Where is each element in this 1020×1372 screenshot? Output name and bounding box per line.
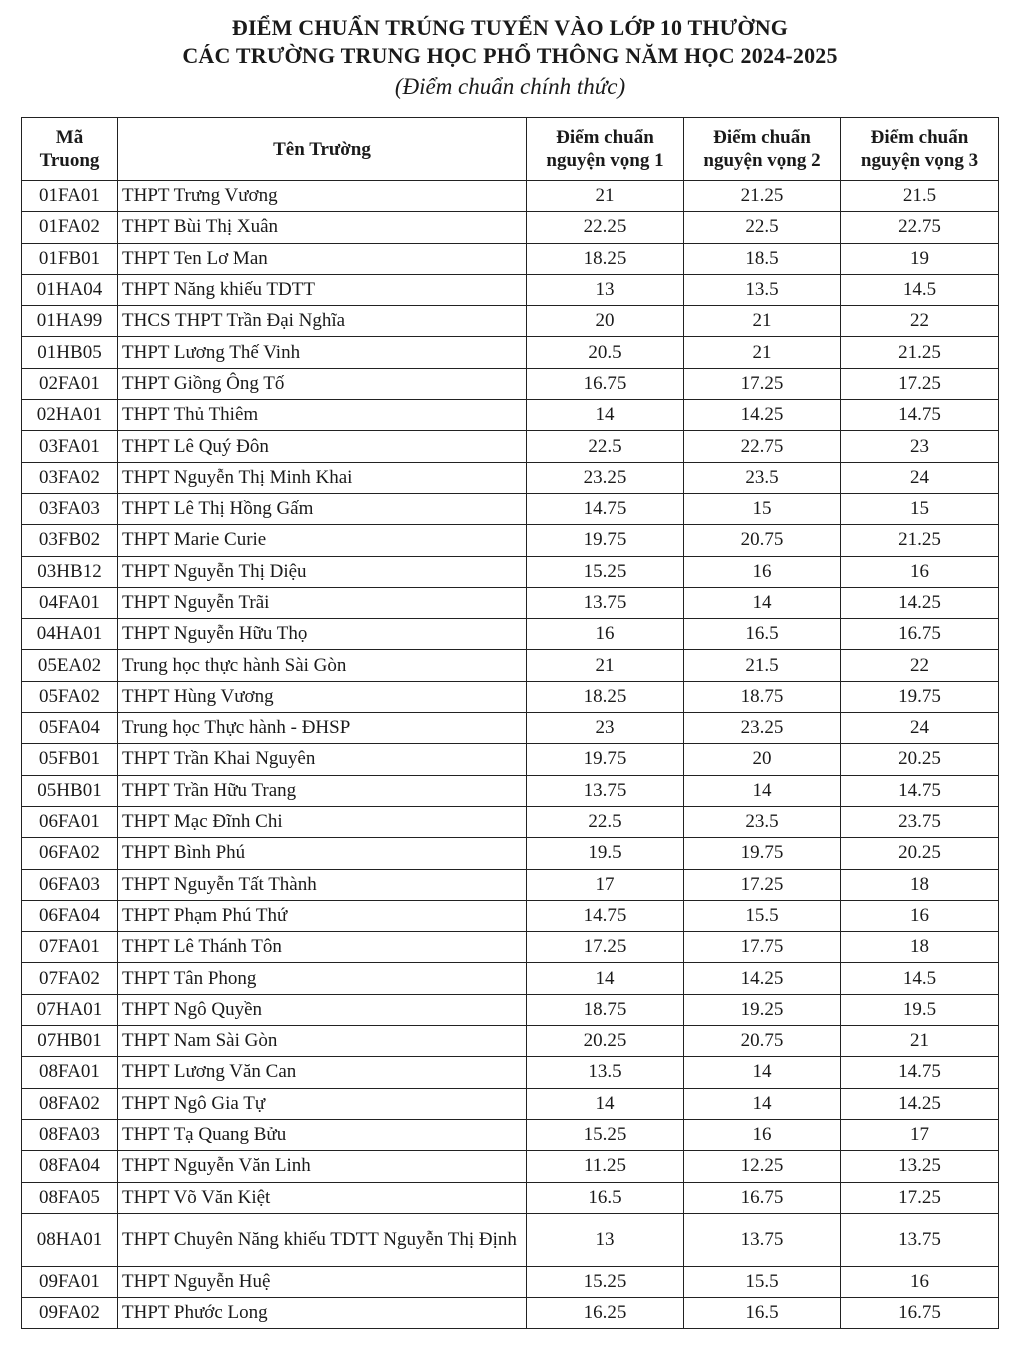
score-nv2-cell: 20.75 (684, 525, 841, 556)
school-code-cell: 07HB01 (22, 1026, 118, 1057)
table-row (22, 306, 999, 337)
score-nv2-cell: 16.5 (684, 619, 841, 650)
score-nv2-cell: 16.5 (684, 1298, 841, 1329)
school-name-cell: THPT Nguyễn Tất Thành (118, 869, 527, 900)
table-row (22, 1057, 999, 1088)
score-nv2-cell: 23.25 (684, 713, 841, 744)
score-nv1-cell: 20.25 (527, 1026, 684, 1057)
score-nv1-cell: 16.5 (527, 1182, 684, 1213)
score-nv3-cell: 14.5 (841, 274, 999, 305)
table-row (22, 400, 999, 431)
school-code-cell: 05FB01 (22, 744, 118, 775)
school-code-cell: 03FA03 (22, 493, 118, 524)
school-code-cell: 01HA04 (22, 274, 118, 305)
school-name-cell: THPT Phạm Phú Thứ (118, 900, 527, 931)
table-row (22, 337, 999, 368)
table-row (22, 1182, 999, 1213)
score-nv1-cell: 22.5 (527, 431, 684, 462)
score-nv2-cell: 19.75 (684, 838, 841, 869)
score-nv3-cell: 21.25 (841, 337, 999, 368)
score-nv1-cell: 13 (527, 274, 684, 305)
table-row (22, 869, 999, 900)
school-name-cell: THPT Tân Phong (118, 963, 527, 994)
score-nv2-cell: 16 (684, 556, 841, 587)
school-code-cell: 07FA02 (22, 963, 118, 994)
score-nv1-cell: 19.75 (527, 744, 684, 775)
document-header (0, 0, 1020, 102)
score-nv1-cell: 22.25 (527, 212, 684, 243)
score-nv1-cell: 13.5 (527, 1057, 684, 1088)
school-name-cell: THPT Nguyễn Văn Linh (118, 1151, 527, 1182)
school-code-cell: 03FB02 (22, 525, 118, 556)
column-header-code-line1: Mã (55, 127, 84, 148)
school-code-cell: 02FA01 (22, 368, 118, 399)
school-code-cell: 05FA02 (22, 681, 118, 712)
score-nv1-cell: 11.25 (527, 1151, 684, 1182)
score-nv1-cell: 15.25 (527, 1266, 684, 1297)
school-name-cell: THPT Thủ Thiêm (118, 400, 527, 431)
school-name-cell: THPT Nguyễn Huệ (118, 1266, 527, 1297)
column-header-nv3-line2: nguyện vọng 3 (860, 150, 979, 171)
column-header-nv1 (527, 118, 684, 181)
score-nv3-cell: 23.75 (841, 806, 999, 837)
score-nv1-cell: 14 (527, 400, 684, 431)
school-code-cell: 01HA99 (22, 306, 118, 337)
table-row (22, 462, 999, 493)
school-name-cell: THPT Ten Lơ Man (118, 243, 527, 274)
school-code-cell: 02HA01 (22, 400, 118, 431)
school-code-cell: 05HB01 (22, 775, 118, 806)
school-code-cell: 08FA05 (22, 1182, 118, 1213)
table-row (22, 1151, 999, 1182)
score-nv3-cell: 21 (841, 1026, 999, 1057)
school-name-cell: THPT Trần Hữu Trang (118, 775, 527, 806)
score-nv2-cell: 17.75 (684, 932, 841, 963)
score-nv3-cell: 16.75 (841, 1298, 999, 1329)
school-name-cell: THPT Năng khiếu TDTT (118, 274, 527, 305)
school-name-cell: THPT Chuyên Năng khiếu TDTT Nguyễn Thị Định (118, 1213, 527, 1266)
school-name-cell: THPT Hùng Vương (118, 681, 527, 712)
table-row (22, 274, 999, 305)
score-nv3-cell: 14.75 (841, 775, 999, 806)
table-row (22, 1298, 999, 1329)
score-nv3-cell: 21.25 (841, 525, 999, 556)
score-nv2-cell: 21 (684, 337, 841, 368)
score-nv3-cell: 19 (841, 243, 999, 274)
school-code-cell: 08FA02 (22, 1088, 118, 1119)
school-name-cell: THPT Tạ Quang Bửu (118, 1119, 527, 1150)
school-code-cell: 06FA01 (22, 806, 118, 837)
school-name-cell: THPT Lê Thánh Tôn (118, 932, 527, 963)
table-row (22, 1119, 999, 1150)
score-nv3-cell: 18 (841, 869, 999, 900)
score-nv2-cell: 22.5 (684, 212, 841, 243)
school-code-cell: 07FA01 (22, 932, 118, 963)
school-code-cell: 07HA01 (22, 994, 118, 1025)
score-nv1-cell: 20 (527, 306, 684, 337)
score-nv3-cell: 22 (841, 650, 999, 681)
school-name-cell: THPT Marie Curie (118, 525, 527, 556)
table-body (22, 181, 999, 1329)
score-nv3-cell: 16.75 (841, 619, 999, 650)
score-nv1-cell: 14.75 (527, 493, 684, 524)
score-nv2-cell: 21 (684, 306, 841, 337)
table-row (22, 713, 999, 744)
column-header-nv2 (684, 118, 841, 181)
score-nv2-cell: 18.5 (684, 243, 841, 274)
table-row (22, 181, 999, 212)
table-row (22, 1088, 999, 1119)
score-nv1-cell: 13.75 (527, 587, 684, 618)
school-code-cell: 09FA02 (22, 1298, 118, 1329)
column-header-nv2-line2: nguyện vọng 2 (703, 150, 821, 171)
school-name-cell: THPT Lương Văn Can (118, 1057, 527, 1088)
school-name-cell: THCS THPT Trần Đại Nghĩa (118, 306, 527, 337)
score-nv2-cell: 14.25 (684, 963, 841, 994)
score-nv3-cell: 13.25 (841, 1151, 999, 1182)
column-header-name: Tên Trường (118, 118, 527, 181)
school-code-cell: 06FA04 (22, 900, 118, 931)
table-row (22, 556, 999, 587)
column-header-nv1-line2: nguyện vọng 1 (546, 150, 664, 171)
score-nv1-cell: 17.25 (527, 932, 684, 963)
school-code-cell: 05EA02 (22, 650, 118, 681)
school-code-cell: 01FB01 (22, 243, 118, 274)
score-nv1-cell: 15.25 (527, 1119, 684, 1150)
score-nv2-cell: 13.75 (684, 1213, 841, 1266)
score-nv3-cell: 21.5 (841, 181, 999, 212)
table-row (22, 431, 999, 462)
score-nv2-cell: 15.5 (684, 900, 841, 931)
school-name-cell: THPT Nam Sài Gòn (118, 1026, 527, 1057)
score-nv1-cell: 19.5 (527, 838, 684, 869)
table-row (22, 1266, 999, 1297)
score-nv2-cell: 17.25 (684, 368, 841, 399)
score-nv3-cell: 17.25 (841, 368, 999, 399)
column-header-code (22, 118, 118, 181)
school-name-cell: THPT Bình Phú (118, 838, 527, 869)
table-row (22, 963, 999, 994)
score-nv2-cell: 20 (684, 744, 841, 775)
table-row (22, 587, 999, 618)
score-nv2-cell: 22.75 (684, 431, 841, 462)
table-row (22, 681, 999, 712)
score-nv2-cell: 20.75 (684, 1026, 841, 1057)
table-row (22, 212, 999, 243)
score-nv1-cell: 14 (527, 1088, 684, 1119)
score-nv3-cell: 24 (841, 462, 999, 493)
score-nv3-cell: 23 (841, 431, 999, 462)
school-name-cell: THPT Ngô Quyền (118, 994, 527, 1025)
school-name-cell: THPT Lê Thị Hồng Gấm (118, 493, 527, 524)
table-row (22, 619, 999, 650)
table-row (22, 900, 999, 931)
score-nv1-cell: 15.25 (527, 556, 684, 587)
school-name-cell: THPT Nguyễn Trãi (118, 587, 527, 618)
score-nv1-cell: 18.25 (527, 681, 684, 712)
school-name-cell: THPT Phước Long (118, 1298, 527, 1329)
score-nv2-cell: 14.25 (684, 400, 841, 431)
column-header-nv3 (841, 118, 999, 181)
score-nv3-cell: 16 (841, 556, 999, 587)
school-code-cell: 01HB05 (22, 337, 118, 368)
score-nv1-cell: 18.75 (527, 994, 684, 1025)
title-line-2: CÁC TRƯỜNG TRUNG HỌC PHỔ THÔNG NĂM HỌC 2024-2025 (182, 43, 838, 68)
score-nv2-cell: 21.5 (684, 650, 841, 681)
table-row (22, 775, 999, 806)
school-name-cell: THPT Trưng Vương (118, 181, 527, 212)
score-nv1-cell: 19.75 (527, 525, 684, 556)
score-nv3-cell: 20.25 (841, 838, 999, 869)
table-row (22, 525, 999, 556)
score-nv1-cell: 23 (527, 713, 684, 744)
score-nv3-cell: 16 (841, 1266, 999, 1297)
school-name-cell: THPT Ngô Gia Tự (118, 1088, 527, 1119)
school-name-cell: THPT Võ Văn Kiệt (118, 1182, 527, 1213)
score-nv3-cell: 15 (841, 493, 999, 524)
score-nv3-cell: 18 (841, 932, 999, 963)
title-line-1: ĐIỂM CHUẨN TRÚNG TUYỂN VÀO LỚP 10 THƯỜNG (231, 15, 789, 40)
table-row (22, 650, 999, 681)
school-code-cell: 08FA03 (22, 1119, 118, 1150)
school-name-cell: THPT Trần Khai Nguyên (118, 744, 527, 775)
score-nv1-cell: 23.25 (527, 462, 684, 493)
score-nv2-cell: 14 (684, 587, 841, 618)
school-code-cell: 09FA01 (22, 1266, 118, 1297)
score-nv1-cell: 14.75 (527, 900, 684, 931)
score-nv3-cell: 16 (841, 900, 999, 931)
score-nv3-cell: 14.75 (841, 400, 999, 431)
table-row (22, 744, 999, 775)
score-nv3-cell: 14.25 (841, 587, 999, 618)
score-nv3-cell: 20.25 (841, 744, 999, 775)
score-nv2-cell: 13.5 (684, 274, 841, 305)
school-code-cell: 03HB12 (22, 556, 118, 587)
school-code-cell: 01FA02 (22, 212, 118, 243)
school-code-cell: 08FA01 (22, 1057, 118, 1088)
score-nv3-cell: 24 (841, 713, 999, 744)
school-code-cell: 04FA01 (22, 587, 118, 618)
score-nv1-cell: 16.75 (527, 368, 684, 399)
score-nv3-cell: 22.75 (841, 212, 999, 243)
school-name-cell: Trung học thực hành Sài Gòn (118, 650, 527, 681)
score-nv2-cell: 15.5 (684, 1266, 841, 1297)
school-code-cell: 06FA02 (22, 838, 118, 869)
score-nv1-cell: 13 (527, 1213, 684, 1266)
school-code-cell: 04HA01 (22, 619, 118, 650)
score-nv1-cell: 20.5 (527, 337, 684, 368)
score-nv2-cell: 14 (684, 775, 841, 806)
school-name-cell: THPT Lê Quý Đôn (118, 431, 527, 462)
score-nv3-cell: 14.75 (841, 1057, 999, 1088)
school-name-cell: THPT Bùi Thị Xuân (118, 212, 527, 243)
column-header-code-line2: Truong (39, 150, 100, 171)
score-nv3-cell: 22 (841, 306, 999, 337)
score-nv2-cell: 14 (684, 1088, 841, 1119)
score-nv1-cell: 17 (527, 869, 684, 900)
school-code-cell: 03FA02 (22, 462, 118, 493)
subtitle: (Điểm chuẩn chính thức) (394, 74, 626, 99)
school-code-cell: 08FA04 (22, 1151, 118, 1182)
school-name-cell: THPT Nguyễn Hữu Thọ (118, 619, 527, 650)
table-row (22, 243, 999, 274)
score-nv2-cell: 17.25 (684, 869, 841, 900)
score-nv1-cell: 21 (527, 181, 684, 212)
school-name-cell: Trung học Thực hành - ĐHSP (118, 713, 527, 744)
school-code-cell: 03FA01 (22, 431, 118, 462)
column-header-nv1-line1: Điểm chuẩn (556, 127, 654, 148)
score-nv3-cell: 14.5 (841, 963, 999, 994)
school-code-cell: 06FA03 (22, 869, 118, 900)
table-row (22, 994, 999, 1025)
score-nv2-cell: 16 (684, 1119, 841, 1150)
admission-scores-table (21, 117, 999, 1329)
school-code-cell: 05FA04 (22, 713, 118, 744)
score-nv3-cell: 19.75 (841, 681, 999, 712)
score-nv2-cell: 14 (684, 1057, 841, 1088)
score-nv3-cell: 19.5 (841, 994, 999, 1025)
table-header-row (22, 118, 999, 181)
score-nv1-cell: 22.5 (527, 806, 684, 837)
table-row (22, 806, 999, 837)
school-code-cell: 01FA01 (22, 181, 118, 212)
score-nv2-cell: 15 (684, 493, 841, 524)
table-row (22, 1026, 999, 1057)
score-nv1-cell: 16.25 (527, 1298, 684, 1329)
score-nv1-cell: 16 (527, 619, 684, 650)
score-nv1-cell: 13.75 (527, 775, 684, 806)
score-nv3-cell: 17.25 (841, 1182, 999, 1213)
score-nv1-cell: 18.25 (527, 243, 684, 274)
score-nv2-cell: 23.5 (684, 806, 841, 837)
score-nv2-cell: 21.25 (684, 181, 841, 212)
school-name-cell: THPT Nguyễn Thị Minh Khai (118, 462, 527, 493)
score-nv2-cell: 12.25 (684, 1151, 841, 1182)
school-code-cell: 08HA01 (22, 1213, 118, 1266)
score-nv3-cell: 14.25 (841, 1088, 999, 1119)
table-row (22, 1213, 999, 1266)
score-nv2-cell: 18.75 (684, 681, 841, 712)
school-name-cell: THPT Lương Thế Vinh (118, 337, 527, 368)
score-nv3-cell: 17 (841, 1119, 999, 1150)
score-nv2-cell: 16.75 (684, 1182, 841, 1213)
table-row (22, 932, 999, 963)
column-header-nv3-line1: Điểm chuẩn (870, 127, 969, 148)
school-name-cell: THPT Nguyễn Thị Diệu (118, 556, 527, 587)
column-header-nv2-line1: Điểm chuẩn (713, 127, 811, 148)
score-nv2-cell: 19.25 (684, 994, 841, 1025)
school-name-cell: THPT Mạc Đĩnh Chi (118, 806, 527, 837)
score-nv1-cell: 14 (527, 963, 684, 994)
table-row (22, 368, 999, 399)
table-row (22, 493, 999, 524)
school-name-cell: THPT Giồng Ông Tố (118, 368, 527, 399)
score-nv2-cell: 23.5 (684, 462, 841, 493)
score-nv3-cell: 13.75 (841, 1213, 999, 1266)
score-nv1-cell: 21 (527, 650, 684, 681)
table-row (22, 838, 999, 869)
